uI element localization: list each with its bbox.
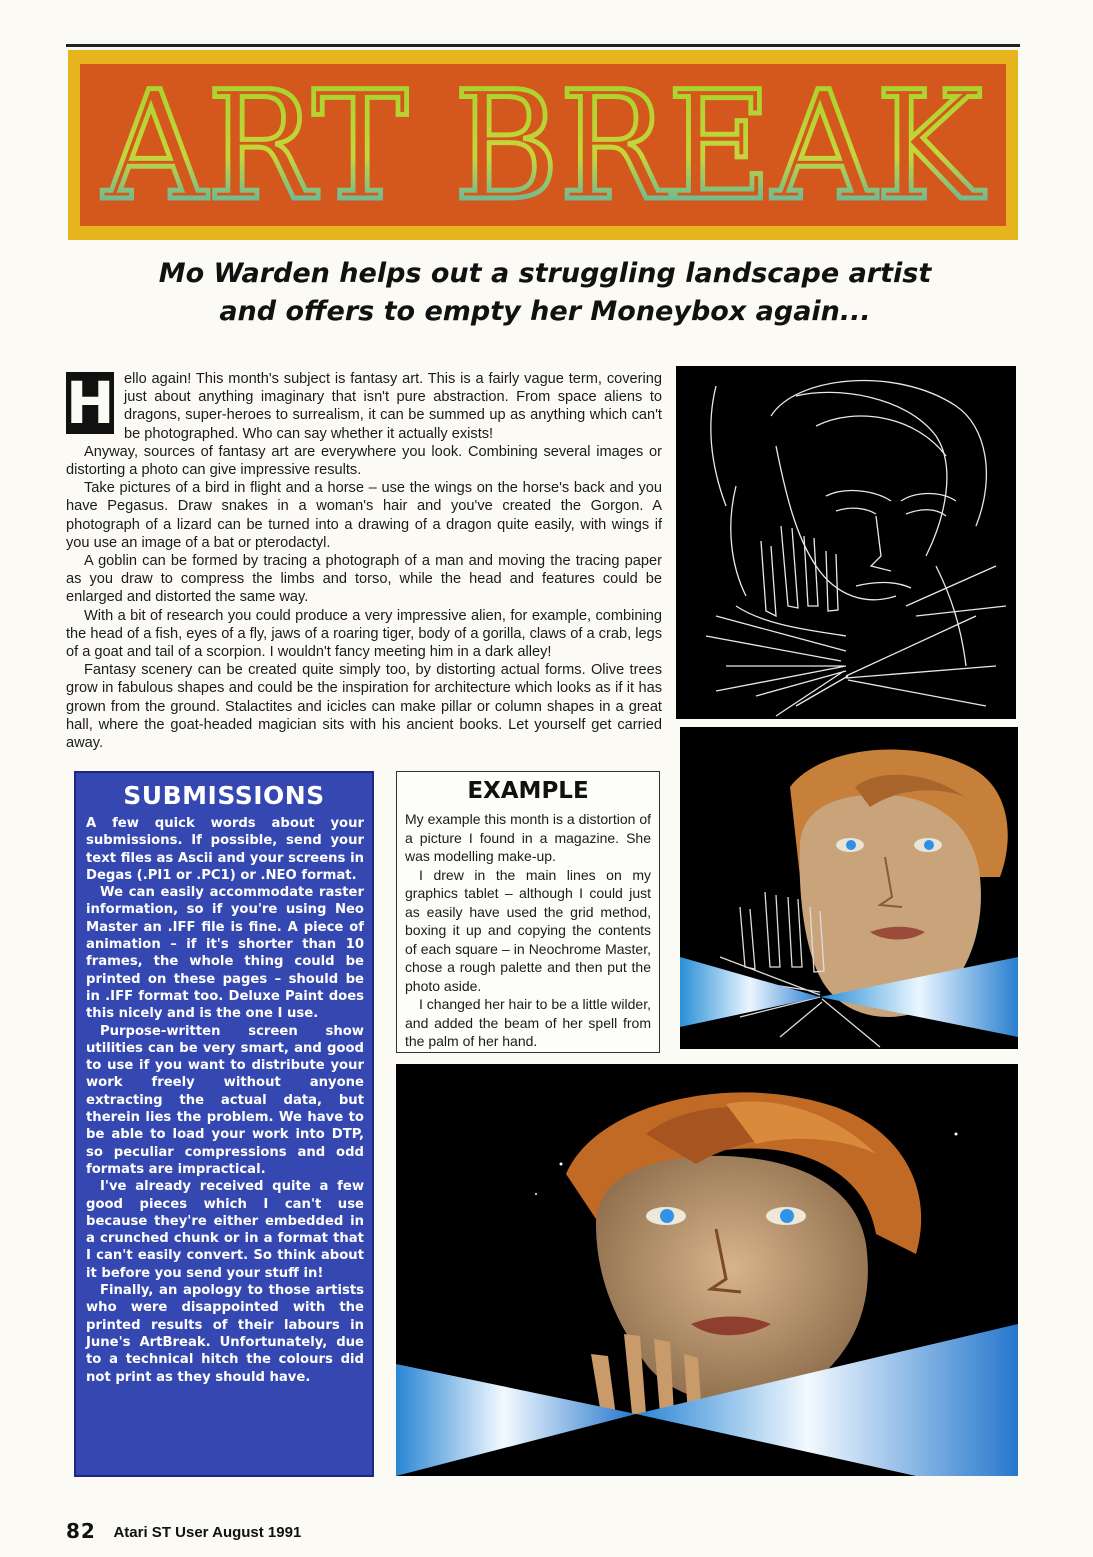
finished-fantasy-portrait-image — [396, 1064, 1018, 1476]
line-art-face-image — [676, 366, 1016, 719]
article-paragraph-text: ello again! This month's subject is fantasy art. This is a fairly vague term, covering just about anything imaginary that isn't pure abstraction. From space aliens to dragons, super-heroes to surrealism, it can be summed up as anything which can't be photographed. Who can say whether it actually exists! — [124, 371, 662, 442]
submissions-paragraph: A few quick words about your submissions. If possible, send your text files as Ascii and your screens in Degas (.PI1 or .PC1) or .NEO format. — [86, 816, 364, 883]
submissions-heading: SUBMISSIONS — [123, 781, 325, 810]
article-paragraph: Fantasy scenery can be created quite simply too, by distorting actual forms. Olive trees grow in fabulous shapes and could be the inspiration for architecture which looks as if it has grown from the ground. Stalactites and icicles can make pillar or column shapes in a great hall, where the goat-headed magician sits with his ancient books. Let yourself get carried away. — [66, 662, 662, 752]
publication-line: Atari ST User August 1991 — [113, 1524, 302, 1541]
article-subtitle — [120, 255, 970, 331]
subtitle-line-2: and offers to empty her Moneybox again... — [219, 296, 871, 327]
example-paragraph: My example this month is a distortion of a picture I found in a magazine. She was modelling make-up. — [405, 811, 651, 864]
banner-lettering — [68, 50, 1018, 240]
submissions-paragraph: Purpose-written screen show utilities can be very smart, and good to use if you want to distribute your work freely without anyone extracting the actual data, but therein lies the problem. We have to be able to load your work into DTP, so peculiar compressions and odd formats are impractical. — [86, 1023, 364, 1177]
page-number: 82 — [66, 1519, 96, 1543]
example-paragraph: I changed her hair to be a little wilder, and added the beam of her spell from the palm of her hand. — [405, 996, 651, 1049]
submissions-paragraph: We can easily accommodate raster information, so if you're using Neo Master an .IFF file is fine. A piece of animation – if it's shorter than 10 frames, the whole thing could be printed on these pages – should be in .IFF format too. Deluxe Paint does this nicely and is the one I use. — [86, 885, 364, 1022]
article-paragraph: Take pictures of a bird in flight and a horse – use the wings on the horse's back and you have Pegasus. Draw snakes in a woman's hair and you've created the Gorgon. A photograph of a lizard can be turned into a drawing of a dragon quite easily, with wings if you use an image of a bat or pterodactyl. — [66, 480, 662, 551]
example-box — [396, 771, 660, 1053]
article-paragraph — [66, 370, 662, 443]
submissions-box — [74, 771, 374, 1477]
page-footer — [66, 1519, 301, 1543]
banner-title: ART BREAK — [102, 60, 986, 234]
article-paragraph: A goblin can be formed by tracing a photograph of a man and moving the tracing paper as you draw to compress the limbs and torso, while the head and features could be enlarged and distorted the same way. — [66, 553, 662, 606]
title-banner — [68, 50, 1018, 240]
submissions-text — [86, 815, 364, 1386]
subtitle-line-1: Mo Warden helps out a struggling landscape artist — [158, 258, 932, 289]
submissions-paragraph: I've already received quite a few good pieces which I can't use because they're either embedded in a crunched chunk or in a format that I can't easily convert. So think about it before you send your stuff in! — [86, 1179, 364, 1281]
example-text — [405, 810, 651, 1051]
article-body — [66, 370, 662, 752]
drop-cap: H — [66, 369, 115, 437]
submissions-paragraph: Finally, an apology to those artists who were disappointed with the printed results of their labours in June's ArtBreak. Unfortunately, due to a technical hitch the colours did not print as they should have. — [86, 1283, 364, 1385]
example-heading: EXAMPLE — [467, 778, 589, 804]
partial-colour-face-image — [680, 727, 1018, 1049]
article-paragraph: With a bit of research you could produce a very impressive alien, for example, combining the head of a fish, eyes of a fly, jaws of a roaring tiger, body of a gorilla, claws of a crab, legs of a goat and tail of a scorpion. I wouldn't fancy meeting him in a dark alley! — [66, 607, 662, 661]
article-paragraph: Anyway, sources of fantasy art are everywhere you look. Combining several images or distorting a photo can give impressive results. — [66, 443, 662, 479]
top-rule — [66, 44, 1020, 47]
example-paragraph: I drew in the main lines on my graphics tablet – although I could just as easily have used the grid method, boxing it up and copying the contents of each square – in Neochrome Master, chose a rough palette and then put the photo aside. — [405, 866, 651, 994]
